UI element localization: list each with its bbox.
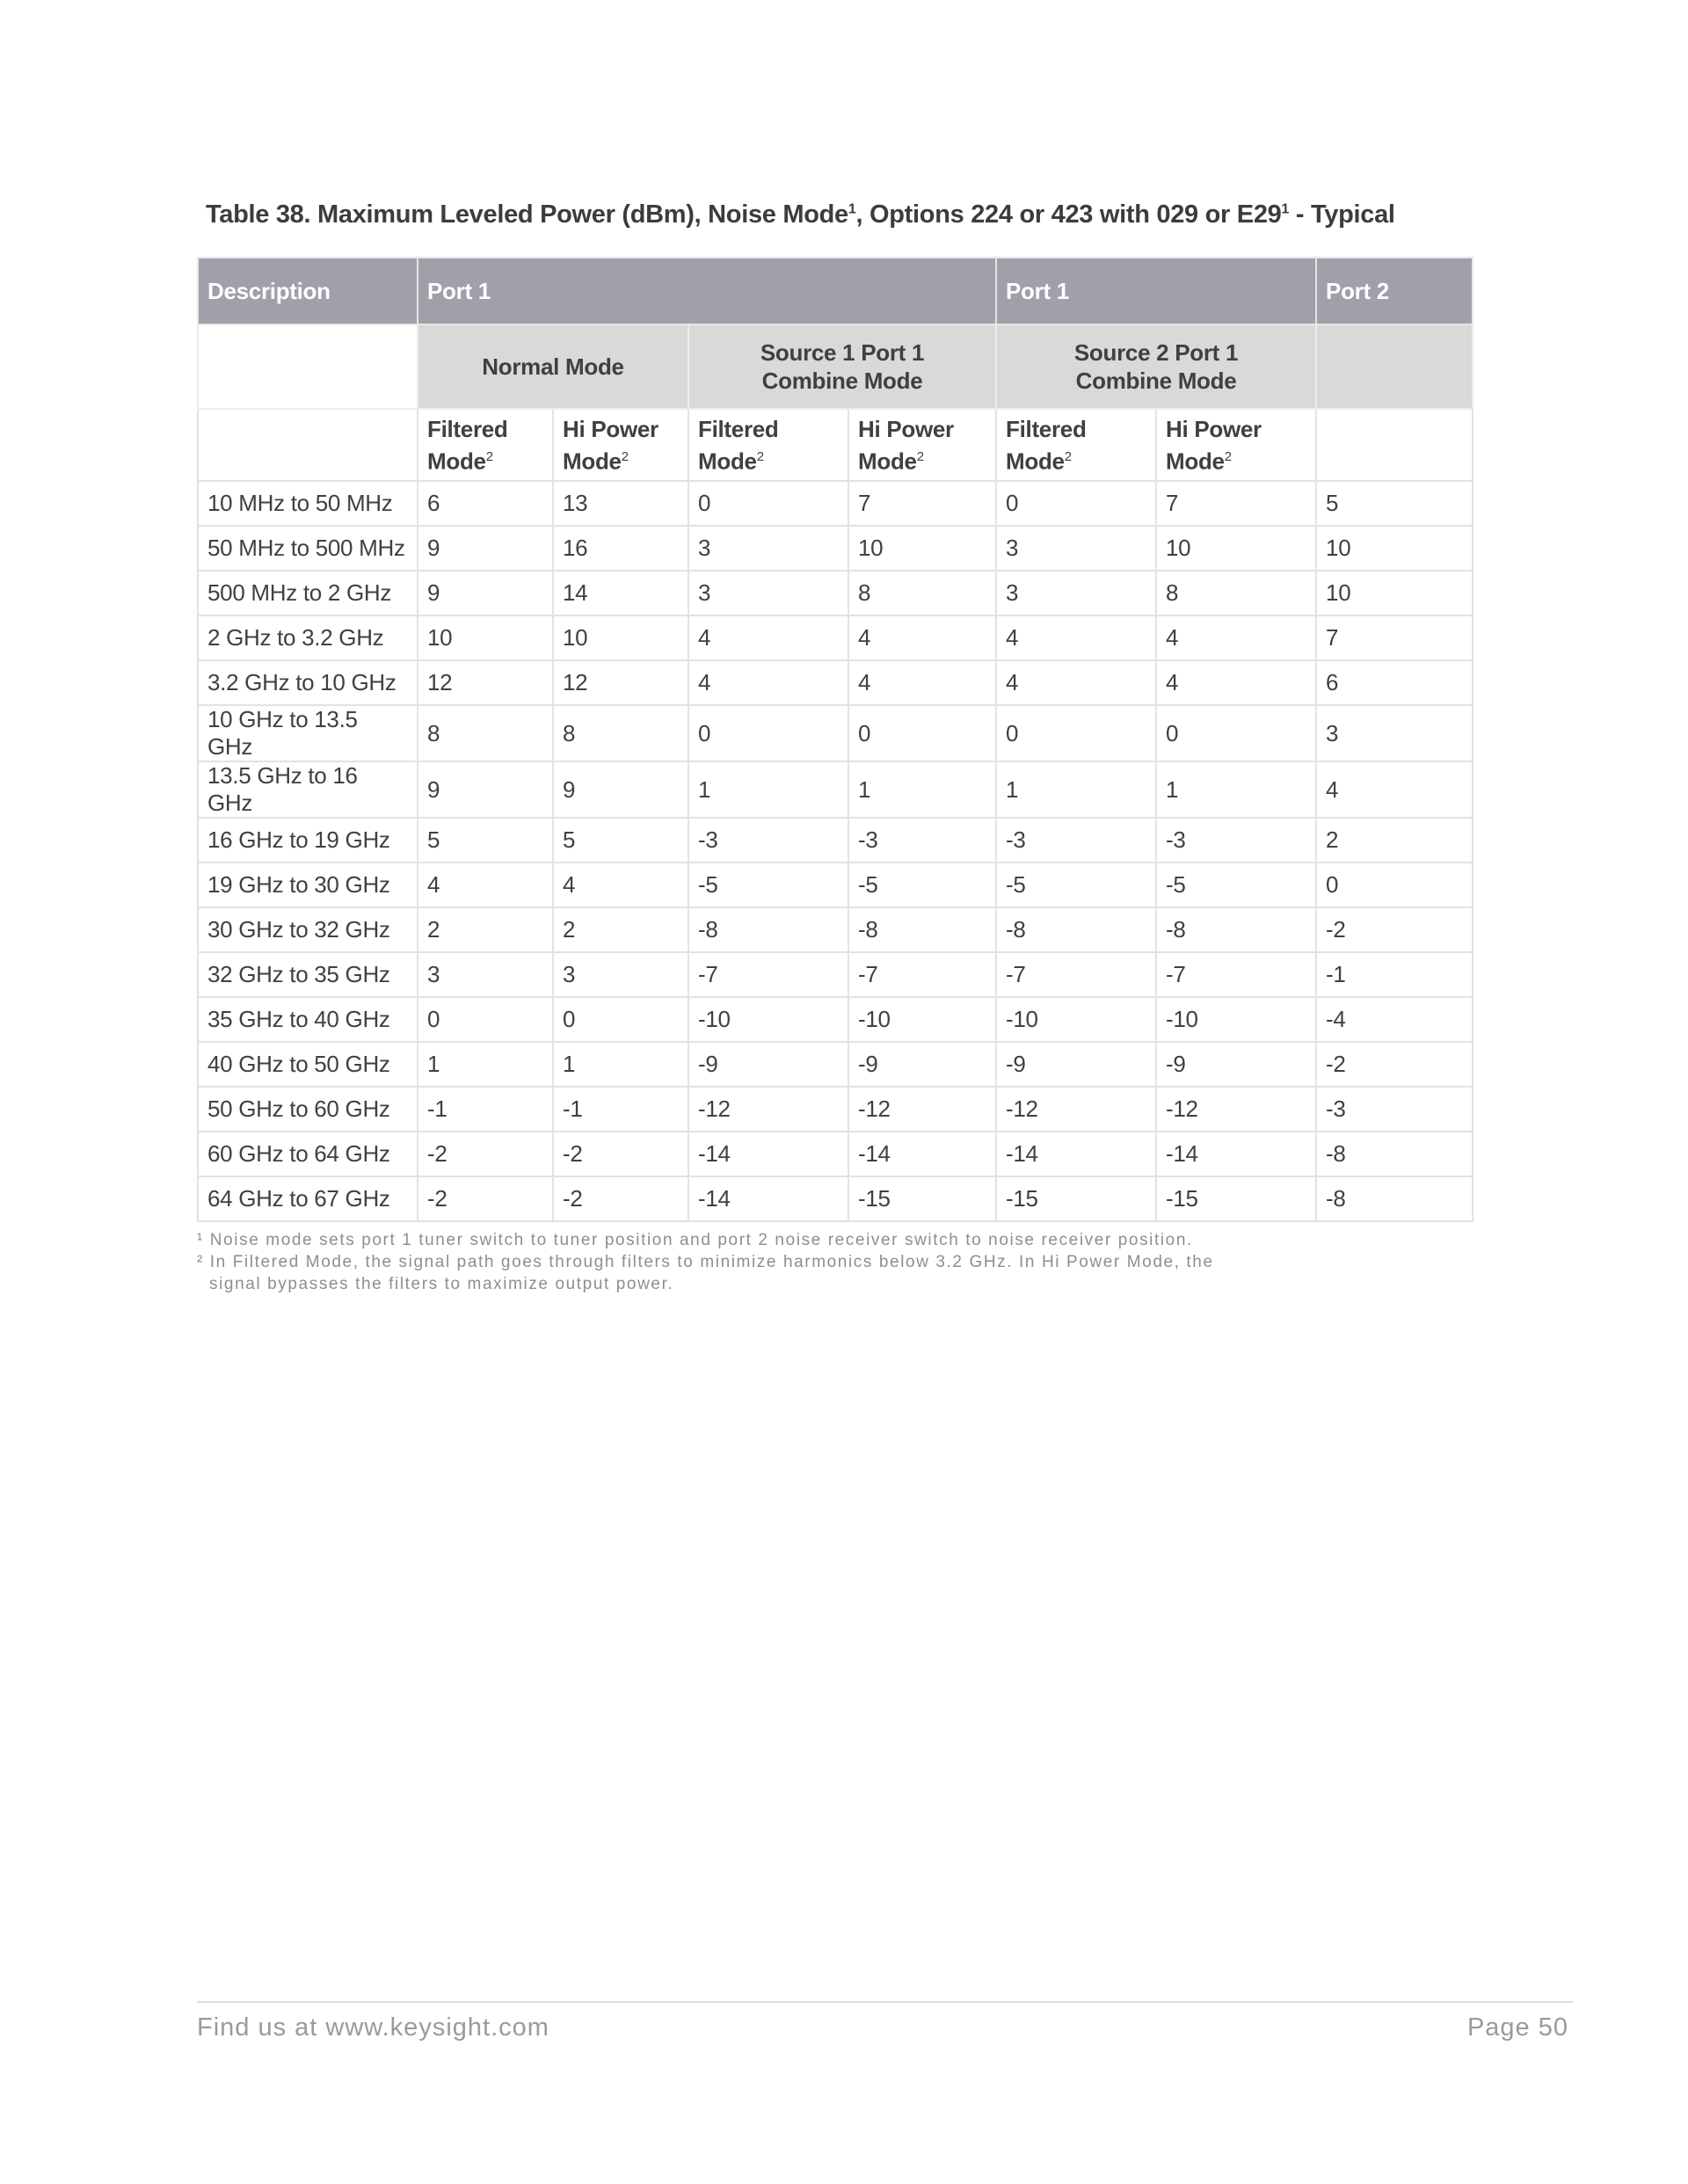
power-value-cell: -14 <box>996 1132 1156 1176</box>
page-title: Table 38. Maximum Leveled Power (dBm), Noise Mode$^1$, Options 224 or 423 with 029 or $E29^1$ - Typical <box>206 200 1395 229</box>
power-value-cell: -2 <box>418 1176 553 1221</box>
power-value-cell: 4 <box>1156 660 1316 705</box>
power-value-cell: 1 <box>848 761 996 818</box>
power-value-cell: -15 <box>996 1176 1156 1221</box>
power-value-cell: 6 <box>418 481 553 526</box>
header-row-submodes <box>198 409 1473 481</box>
header-blank-cell <box>1316 409 1473 481</box>
header-hipower-mode: Hi Power Mode$^2$ <box>848 409 996 481</box>
power-value-cell: -7 <box>1156 952 1316 997</box>
power-value-cell: 5 <box>1316 481 1473 526</box>
power-value-cell: 3 <box>553 952 688 997</box>
header-blank-cell <box>198 324 418 409</box>
footnote-2-continued: signal bypasses the filters to maximize output power. <box>209 1275 674 1293</box>
power-value-cell: -10 <box>996 997 1156 1042</box>
power-value-cell: 0 <box>688 705 848 761</box>
power-value-cell: -5 <box>996 863 1156 907</box>
power-value-cell: 4 <box>1156 615 1316 660</box>
power-value-cell: -2 <box>1316 1042 1473 1087</box>
power-value-cell: -8 <box>688 907 848 952</box>
power-value-cell: 4 <box>996 660 1156 705</box>
power-value-cell: 3 <box>688 571 848 615</box>
power-value-cell: 9 <box>418 526 553 571</box>
power-value-cell: 1 <box>1156 761 1316 818</box>
power-value-cell: 2 <box>418 907 553 952</box>
power-value-cell: -5 <box>688 863 848 907</box>
power-value-cell: 0 <box>1316 863 1473 907</box>
frequency-range-cell: 3.2 GHz to 10 GHz <box>198 660 418 705</box>
power-value-cell: 4 <box>1316 761 1473 818</box>
table-row <box>198 705 1473 761</box>
power-value-cell: 6 <box>1316 660 1473 705</box>
power-value-cell: 8 <box>553 705 688 761</box>
power-value-cell: -14 <box>688 1176 848 1221</box>
power-value-cell: 4 <box>848 615 996 660</box>
frequency-range-cell: 40 GHz to 50 GHz <box>198 1042 418 1087</box>
power-value-cell: 3 <box>418 952 553 997</box>
power-value-cell: -10 <box>848 997 996 1042</box>
power-value-cell: -12 <box>848 1087 996 1132</box>
header-port1-b: Port 1 <box>996 258 1316 324</box>
power-value-cell: 4 <box>553 863 688 907</box>
power-value-cell: 10 <box>1156 526 1316 571</box>
footer-page-number: Page 50 <box>1466 2013 1568 2042</box>
power-value-cell: -15 <box>1156 1176 1316 1221</box>
power-value-cell: -5 <box>848 863 996 907</box>
power-value-cell: -14 <box>688 1132 848 1176</box>
frequency-range-cell: 2 GHz to 3.2 GHz <box>198 615 418 660</box>
power-value-cell: 10 <box>1316 526 1473 571</box>
power-value-cell: -3 <box>996 818 1156 863</box>
power-value-cell: 4 <box>688 660 848 705</box>
power-value-cell: 0 <box>996 705 1156 761</box>
frequency-range-cell: 19 GHz to 30 GHz <box>198 863 418 907</box>
power-value-cell: 0 <box>553 997 688 1042</box>
table-row <box>198 571 1473 615</box>
header-port2: Port 2 <box>1316 258 1473 324</box>
power-value-cell: -8 <box>1156 907 1316 952</box>
power-value-cell: -12 <box>996 1087 1156 1132</box>
power-value-cell: 9 <box>418 761 553 818</box>
power-value-cell: -1 <box>1316 952 1473 997</box>
power-value-cell: 3 <box>996 571 1156 615</box>
power-value-cell: -3 <box>1156 818 1316 863</box>
header-blank-cell <box>198 409 418 481</box>
power-value-cell: -9 <box>848 1042 996 1087</box>
power-value-cell: -8 <box>1316 1132 1473 1176</box>
power-value-cell: 12 <box>553 660 688 705</box>
header-description: Description <box>198 258 418 324</box>
frequency-range-cell: 16 GHz to 19 GHz <box>198 818 418 863</box>
table-row <box>198 818 1473 863</box>
power-value-cell: -7 <box>848 952 996 997</box>
power-value-cell: 1 <box>553 1042 688 1087</box>
frequency-range-cell: 35 GHz to 40 GHz <box>198 997 418 1042</box>
power-value-cell: 5 <box>418 818 553 863</box>
table-row <box>198 526 1473 571</box>
power-value-cell: -7 <box>996 952 1156 997</box>
frequency-range-cell: 64 GHz to 67 GHz <box>198 1176 418 1221</box>
power-value-cell: -12 <box>688 1087 848 1132</box>
max-leveled-power-table <box>197 257 1473 1222</box>
power-value-cell: -9 <box>996 1042 1156 1087</box>
power-value-cell: 8 <box>1156 571 1316 615</box>
power-value-cell: 9 <box>418 571 553 615</box>
power-value-cell: 14 <box>553 571 688 615</box>
table-row <box>198 761 1473 818</box>
power-value-cell: -10 <box>688 997 848 1042</box>
power-value-cell: -9 <box>1156 1042 1316 1087</box>
power-value-cell: 3 <box>1316 705 1473 761</box>
power-value-cell: 4 <box>418 863 553 907</box>
power-value-cell: 8 <box>418 705 553 761</box>
frequency-range-cell: 30 GHz to 32 GHz <box>198 907 418 952</box>
footer-website: Find us at www.keysight.com <box>197 2013 549 2042</box>
power-value-cell: -7 <box>688 952 848 997</box>
power-value-cell: 2 <box>553 907 688 952</box>
power-value-cell: 5 <box>553 818 688 863</box>
footnote-2: ² In Filtered Mode, the signal path goes through filters to minimize harmonics below 3.2 GHz. In Hi Power Mode, the <box>197 1253 1214 1271</box>
power-value-cell: -2 <box>553 1176 688 1221</box>
power-value-cell: 2 <box>1316 818 1473 863</box>
power-value-cell: 7 <box>1316 615 1473 660</box>
power-value-cell: 9 <box>553 761 688 818</box>
power-value-cell: 0 <box>418 997 553 1042</box>
power-value-cell: -14 <box>848 1132 996 1176</box>
power-value-cell: -2 <box>1316 907 1473 952</box>
power-value-cell: 3 <box>688 526 848 571</box>
header-row-ports <box>198 258 1473 324</box>
power-value-cell: 1 <box>996 761 1156 818</box>
table-row <box>198 1132 1473 1176</box>
power-value-cell: 7 <box>848 481 996 526</box>
frequency-range-cell: 13.5 GHz to 16 GHz <box>198 761 418 818</box>
header-source1-combine: Source 1 Port 1 Combine Mode <box>688 324 996 409</box>
power-value-cell: 3 <box>996 526 1156 571</box>
power-value-cell: 1 <box>688 761 848 818</box>
footer-divider <box>197 2001 1573 2003</box>
power-value-cell: -4 <box>1316 997 1473 1042</box>
footnotes <box>197 1229 1214 1295</box>
power-value-cell: 4 <box>848 660 996 705</box>
power-value-cell: -3 <box>688 818 848 863</box>
power-value-cell: 0 <box>1156 705 1316 761</box>
table-row <box>198 481 1473 526</box>
frequency-range-cell: 50 MHz to 500 MHz <box>198 526 418 571</box>
power-value-cell: 13 <box>553 481 688 526</box>
power-value-cell: 10 <box>418 615 553 660</box>
table-row <box>198 863 1473 907</box>
table-row <box>198 615 1473 660</box>
power-value-cell: 10 <box>848 526 996 571</box>
header-source2-combine: Source 2 Port 1 Combine Mode <box>996 324 1316 409</box>
table-row <box>198 907 1473 952</box>
header-hipower-mode: Hi Power Mode$^2$ <box>553 409 688 481</box>
frequency-range-cell: 32 GHz to 35 GHz <box>198 952 418 997</box>
header-filtered-mode: Filtered Mode$^2$ <box>418 409 553 481</box>
frequency-range-cell: 500 MHz to 2 GHz <box>198 571 418 615</box>
header-normal-mode: Normal Mode <box>418 324 688 409</box>
power-value-cell: -1 <box>553 1087 688 1132</box>
power-value-cell: -15 <box>848 1176 996 1221</box>
frequency-range-cell: 10 MHz to 50 MHz <box>198 481 418 526</box>
power-value-cell: 10 <box>553 615 688 660</box>
footnote-ref-1: 1 <box>848 201 856 217</box>
power-value-cell: -10 <box>1156 997 1316 1042</box>
header-blank-cell <box>1316 324 1473 409</box>
table-row <box>198 1176 1473 1221</box>
frequency-range-cell: 50 GHz to 60 GHz <box>198 1087 418 1132</box>
table-body <box>198 481 1473 1221</box>
power-value-cell: 4 <box>688 615 848 660</box>
power-value-cell: -1 <box>418 1087 553 1132</box>
table-row <box>198 997 1473 1042</box>
power-value-cell: -12 <box>1156 1087 1316 1132</box>
table-row <box>198 1087 1473 1132</box>
table-row <box>198 660 1473 705</box>
power-value-cell: 4 <box>996 615 1156 660</box>
power-value-cell: 16 <box>553 526 688 571</box>
power-value-cell: 0 <box>688 481 848 526</box>
power-value-cell: -2 <box>418 1132 553 1176</box>
power-value-cell: -3 <box>848 818 996 863</box>
power-value-cell: 0 <box>996 481 1156 526</box>
table-row <box>198 1042 1473 1087</box>
frequency-range-cell: 10 GHz to 13.5 GHz <box>198 705 418 761</box>
power-value-cell: 12 <box>418 660 553 705</box>
power-value-cell: -5 <box>1156 863 1316 907</box>
power-value-cell: 8 <box>848 571 996 615</box>
frequency-range-cell: 60 GHz to 64 GHz <box>198 1132 418 1176</box>
power-value-cell: -8 <box>1316 1176 1473 1221</box>
header-filtered-mode: Filtered Mode$^2$ <box>996 409 1156 481</box>
power-value-cell: -9 <box>688 1042 848 1087</box>
table-row <box>198 952 1473 997</box>
power-value-cell: -8 <box>996 907 1156 952</box>
power-value-cell: -3 <box>1316 1087 1473 1132</box>
power-value-cell: 7 <box>1156 481 1316 526</box>
power-value-cell: 10 <box>1316 571 1473 615</box>
power-value-cell: 0 <box>848 705 996 761</box>
footnote-ref-1b: 1 <box>1281 201 1290 217</box>
header-filtered-mode: Filtered Mode$^2$ <box>688 409 848 481</box>
power-value-cell: 1 <box>418 1042 553 1087</box>
power-value-cell: -2 <box>553 1132 688 1176</box>
header-port1-a: Port 1 <box>418 258 996 324</box>
footnote-1: ¹ Noise mode sets port 1 tuner switch to tuner position and port 2 noise receiver switch to noise receiver position. <box>197 1231 1193 1249</box>
power-value-cell: -8 <box>848 907 996 952</box>
header-hipower-mode: Hi Power Mode$^2$ <box>1156 409 1316 481</box>
header-row-modes <box>198 324 1473 409</box>
power-value-cell: -14 <box>1156 1132 1316 1176</box>
